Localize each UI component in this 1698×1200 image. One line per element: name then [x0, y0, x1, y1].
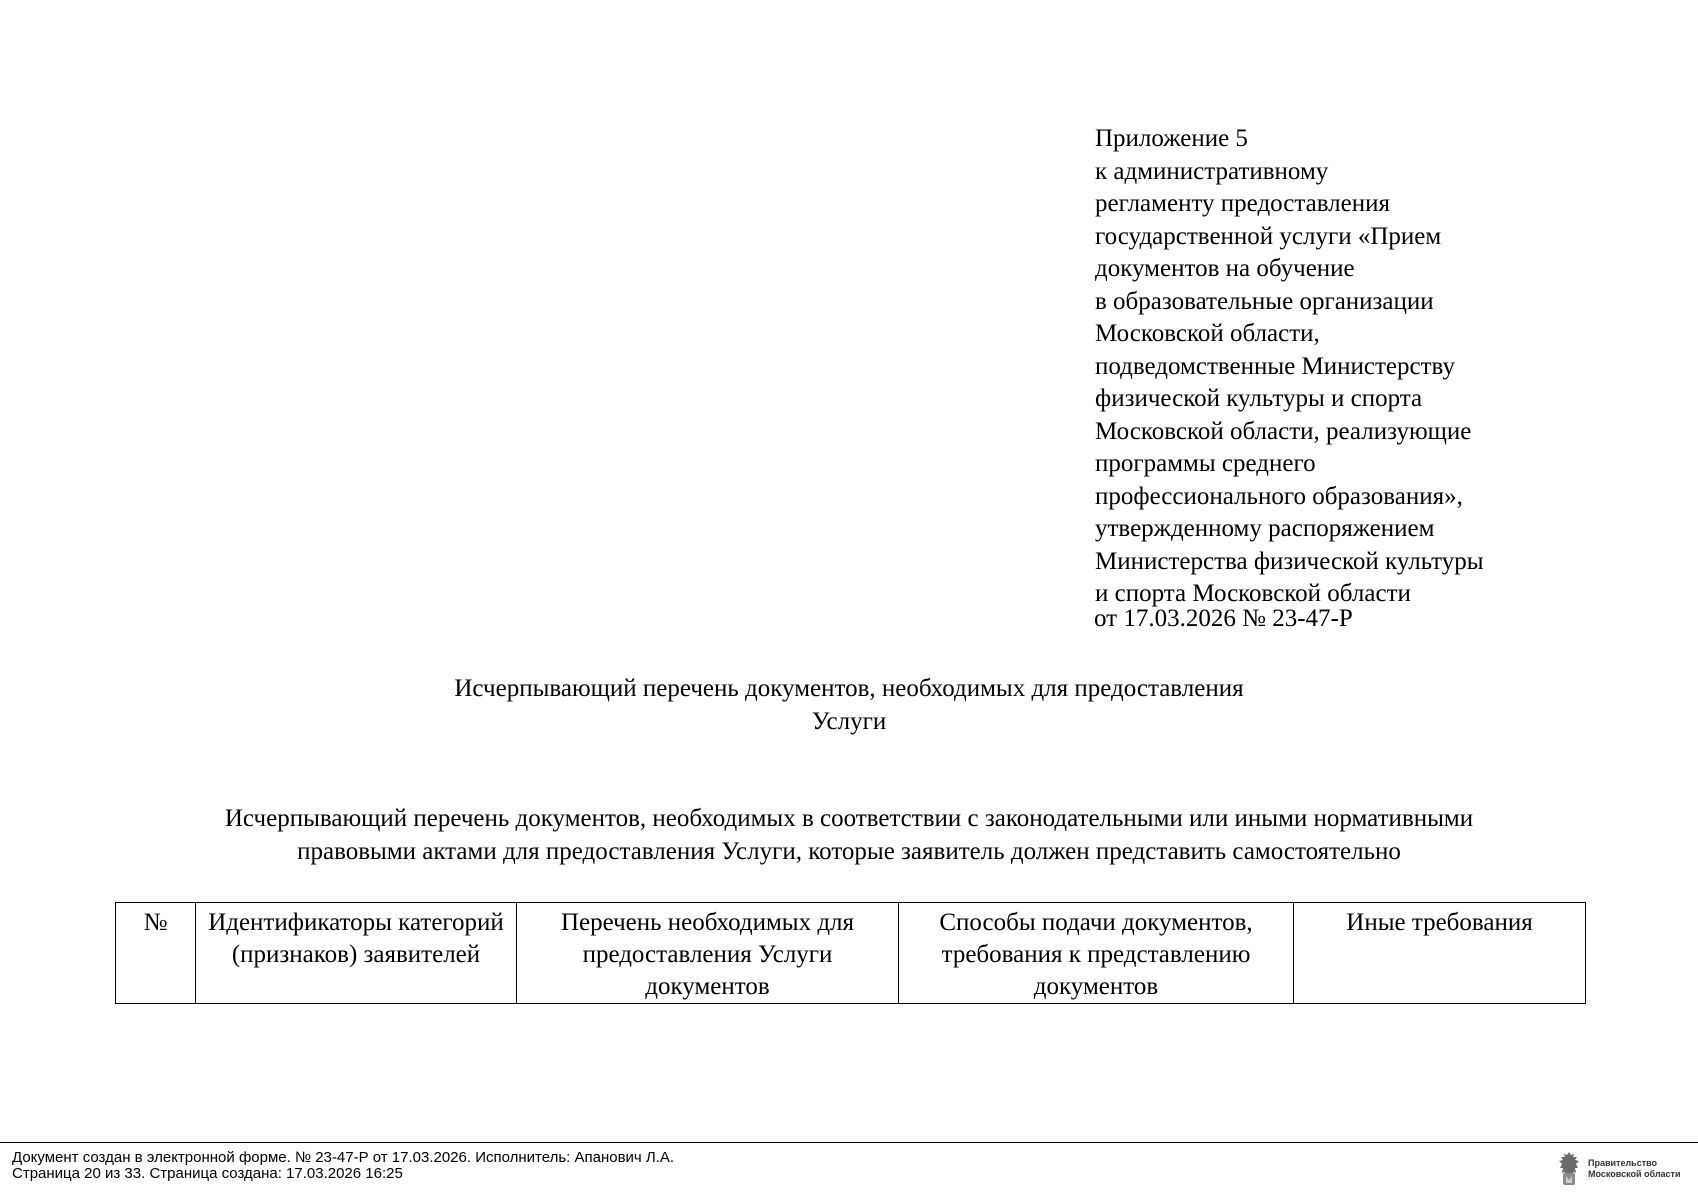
- appendix-date-number: от 17.03.2026 № 23-47-Р: [1094, 604, 1353, 632]
- moscow-region-coat-of-arms-icon: [1556, 1151, 1582, 1187]
- appendix-block: [1095, 123, 1575, 635]
- document-title: [0, 673, 1698, 738]
- section-subtitle: [0, 802, 1698, 868]
- footer-info: [12, 1150, 674, 1182]
- document-title-line: Исчерпывающий перечень документов, необходимых для предоставления: [454, 675, 1244, 702]
- appendix-line: Приложение 5: [1095, 125, 1248, 152]
- document-title-line: Услуги: [811, 707, 887, 735]
- government-logo-text: [1588, 1158, 1681, 1180]
- column-header-required-documents: Перечень необходимых для предоставления Услуги документов: [517, 903, 899, 1004]
- government-logo: [1556, 1150, 1696, 1188]
- appendix-line: документов на обучение: [1095, 255, 1355, 282]
- appendix-line: подведомственные Министерству: [1095, 352, 1455, 380]
- appendix-line: профессионального образования»,: [1095, 482, 1463, 510]
- table-header-row: [116, 903, 1586, 1004]
- appendix-line: Министерства физической культуры: [1095, 547, 1484, 575]
- appendix-line: физической культуры и спорта: [1095, 385, 1423, 412]
- appendix-line: программы среднего: [1095, 450, 1316, 477]
- column-header-applicant-categories: Идентификаторы категорий (признаков) заявителей: [196, 903, 517, 1004]
- column-header-number: №: [116, 903, 196, 1004]
- column-header-submission-methods: Способы подачи документов, требования к представлению документов: [899, 903, 1294, 1004]
- appendix-line: к административному: [1095, 157, 1329, 185]
- appendix-line: Московской области,: [1095, 320, 1320, 347]
- logo-text-line: Московской области: [1588, 1169, 1681, 1179]
- footer-divider: [0, 1142, 1698, 1143]
- appendix-line: регламенту предоставления: [1095, 190, 1391, 217]
- appendix-line: в образовательные организации: [1095, 287, 1434, 315]
- logo-text-line: Правительство: [1588, 1158, 1658, 1168]
- appendix-line: и спорта Московской области: [1095, 580, 1411, 607]
- appendix-line: Московской области, реализующие: [1095, 417, 1472, 445]
- appendix-line: утвержденному распоряжением: [1095, 515, 1435, 542]
- documents-table: [115, 902, 1586, 1004]
- section-subtitle-line: правовыми актами для предоставления Услуги, которые заявитель должен представить самостоятельно: [297, 838, 1401, 865]
- column-header-other-requirements: Иные требования: [1294, 903, 1586, 1004]
- footer-document-info: Документ создан в электронной форме. № 23-47-Р от 17.03.2026. Исполнитель: Апанович Л.А.: [12, 1149, 675, 1166]
- footer-page-info: Страница 20 из 33. Страница создана: 17.03.2026 16:25: [12, 1165, 403, 1182]
- appendix-line: государственной услуги «Прием: [1095, 222, 1442, 250]
- section-subtitle-line: Исчерпывающий перечень документов, необходимых в соответствии с законодательными или иными нормативными: [224, 805, 1474, 832]
